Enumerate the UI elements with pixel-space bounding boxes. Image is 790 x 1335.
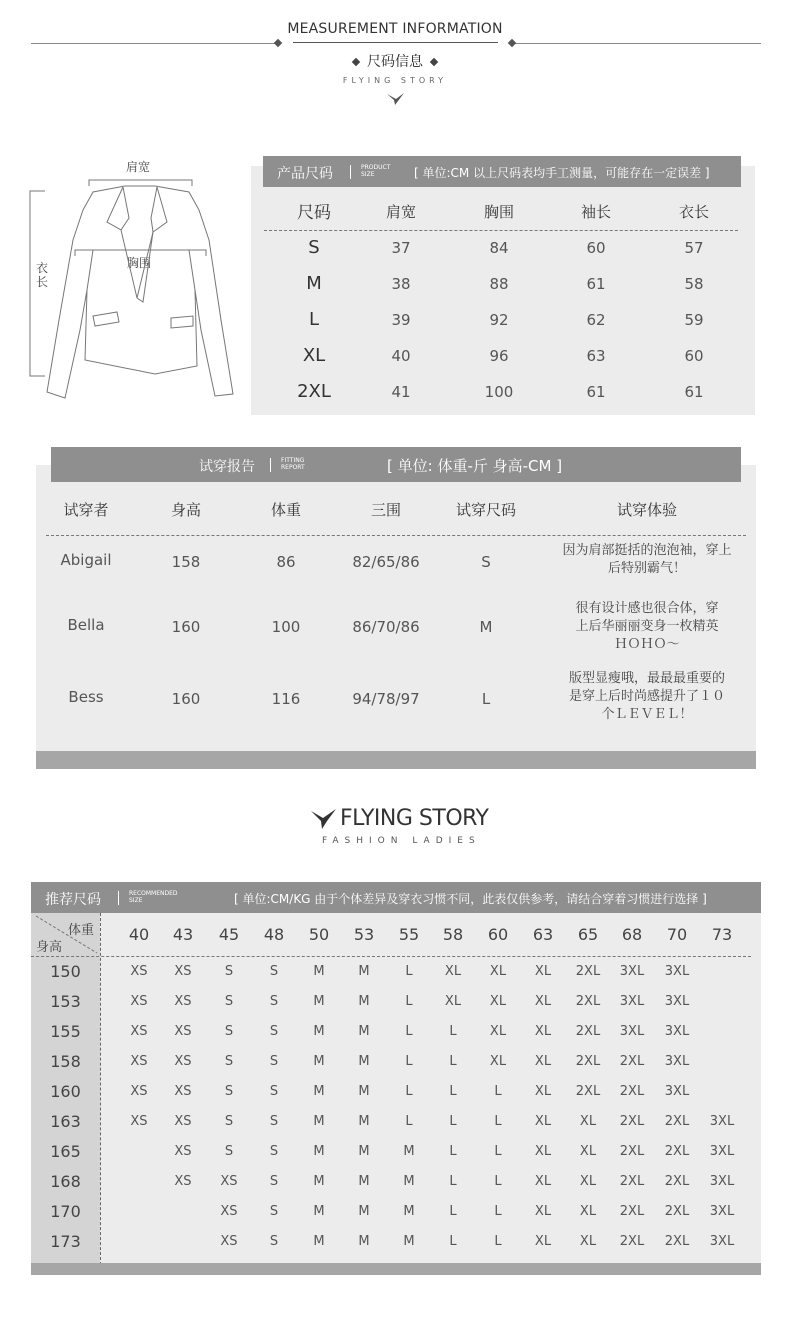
length-label-top: 衣 xyxy=(36,261,49,275)
recommended-size-cell: S xyxy=(269,1234,279,1249)
recommended-size-cell: M xyxy=(313,1234,325,1249)
recommended-size-cell: XS xyxy=(220,1174,238,1189)
size-cell: 61 xyxy=(586,383,606,401)
recommended-size-cell: XL xyxy=(579,1114,597,1129)
height-row-label: 165 xyxy=(50,1142,81,1161)
experience-line: 很有设计感也很合体，穿 xyxy=(575,601,719,616)
height-row-label: 155 xyxy=(50,1022,81,1041)
recommended-size-cell: XL xyxy=(444,964,462,979)
size-cell: 61 xyxy=(684,383,704,401)
fitting-report-note: [ 单位: 体重-斤 身高-CM ] xyxy=(387,457,563,475)
fitting-footer-bar xyxy=(36,751,756,769)
recommended-size-cell: S xyxy=(224,1144,234,1159)
recommended-header-bar xyxy=(31,882,761,913)
recommended-size-cell: L xyxy=(494,1174,502,1189)
product-size-title: 产品尺码 xyxy=(277,166,333,182)
fitting-experience xyxy=(547,600,747,654)
recommended-size-cell: S xyxy=(224,1054,234,1069)
size-column-header: 肩宽 xyxy=(385,203,416,221)
recommended-size-cell: L xyxy=(405,1084,413,1099)
weight-column-header: 73 xyxy=(711,925,733,944)
recommended-size-cell: XS xyxy=(130,1054,148,1069)
recommended-size-cell: XL xyxy=(579,1234,597,1249)
bird-logo-icon xyxy=(310,808,338,830)
bar-separator xyxy=(270,458,271,472)
recommended-size-cell: XL xyxy=(534,1054,552,1069)
recommended-size-cell: XL xyxy=(579,1174,597,1189)
size-cell: 37 xyxy=(391,239,411,257)
height-row-label: 160 xyxy=(50,1082,81,1101)
recommended-size-cell: 2XL xyxy=(575,994,601,1009)
recommended-size-cell: S xyxy=(269,994,279,1009)
recommended-size-cell: S xyxy=(269,1204,279,1219)
recommended-size-cell: L xyxy=(449,1204,457,1219)
recommended-note: [ 单位:CM/KG 由于个体差异及穿衣习惯不同，此表仅供参考，请结合穿着习惯进行选择 ] xyxy=(234,892,707,906)
recommended-size-cell: 2XL xyxy=(664,1234,690,1249)
corner-height-label: 身高 xyxy=(36,940,63,955)
tiny-line-1: FITTING xyxy=(281,457,305,464)
size-cell: 57 xyxy=(684,239,704,257)
recommended-size-cell: XS xyxy=(174,1054,192,1069)
recommended-size-cell: M xyxy=(358,1204,370,1219)
recommended-size-cell: 3XL xyxy=(664,964,690,979)
recommended-size-cell: 3XL xyxy=(664,1054,690,1069)
title-underline xyxy=(293,42,498,43)
tiny-line-1: PRODUCT xyxy=(361,164,391,171)
recommended-size-cell: XS xyxy=(174,1084,192,1099)
fitting-experience xyxy=(547,542,747,578)
fitting-report-header-bar xyxy=(51,447,741,482)
size-row-label: L xyxy=(308,309,320,330)
recommended-size-cell: XS xyxy=(130,1114,148,1129)
recommended-size-cell: M xyxy=(358,1054,370,1069)
recommended-size-cell: XL xyxy=(534,1234,552,1249)
recommended-size-cell: XS xyxy=(130,1024,148,1039)
recommended-size-cell: L xyxy=(449,1024,457,1039)
diamond-icon xyxy=(352,58,360,66)
recommended-size-cell: L xyxy=(494,1234,502,1249)
recommended-footer-bar xyxy=(31,1263,761,1275)
height-row-label: 170 xyxy=(50,1202,81,1221)
weight-column-header: 60 xyxy=(487,925,509,944)
recommended-size-cell: L xyxy=(405,1054,413,1069)
fitting-report-tiny-label xyxy=(281,457,305,471)
recommended-tiny-label xyxy=(129,890,178,904)
product-size-header-bar xyxy=(263,156,741,187)
weight-column-header: 48 xyxy=(263,925,285,944)
fitting-cell-weight: 100 xyxy=(271,618,301,636)
recommended-size-cell: XL xyxy=(534,1204,552,1219)
recommended-size-cell: M xyxy=(403,1204,415,1219)
recommended-size-cell: 3XL xyxy=(664,1024,690,1039)
recommended-size-cell: XS xyxy=(174,1024,192,1039)
size-cell: 92 xyxy=(489,311,509,329)
recommended-size-cell: XS xyxy=(130,964,148,979)
recommended-size-cell: XS xyxy=(130,994,148,1009)
recommended-size-cell: 3XL xyxy=(709,1144,735,1159)
recommended-size-cell: L xyxy=(494,1144,502,1159)
recommended-size-cell: XL xyxy=(489,1054,507,1069)
recommended-size-cell: M xyxy=(358,1084,370,1099)
length-label-bottom: 长 xyxy=(36,275,49,289)
fitting-cell-name: Bella xyxy=(67,616,105,634)
recommended-size-cell: M xyxy=(313,1174,325,1189)
recommended-size-cell: L xyxy=(494,1204,502,1219)
recommended-size-cell: 2XL xyxy=(619,1204,645,1219)
recommended-size-cell: XL xyxy=(534,1174,552,1189)
fitting-cell-weight: 86 xyxy=(276,553,296,571)
fitting-column-header: 试穿体验 xyxy=(616,501,677,519)
weight-column-header: 58 xyxy=(442,925,464,944)
experience-line: 后特别霸气！ xyxy=(607,561,686,576)
brand-name: FLYING STORY xyxy=(340,806,489,831)
size-column-header: 胸围 xyxy=(483,203,514,221)
recommended-size-cell: M xyxy=(358,964,370,979)
height-row-label: 150 xyxy=(50,962,81,981)
recommended-size-cell: S xyxy=(269,1114,279,1129)
recommended-size-cell: M xyxy=(358,1024,370,1039)
recommended-size-cell: 2XL xyxy=(575,1024,601,1039)
recommended-size-cell: 2XL xyxy=(619,1144,645,1159)
recommended-size-cell: M xyxy=(313,1114,325,1129)
recommended-size-cell: 2XL xyxy=(575,1054,601,1069)
recommended-size-cell: L xyxy=(449,1054,457,1069)
recommended-size-cell: M xyxy=(358,994,370,1009)
recommended-size-cell: S xyxy=(269,964,279,979)
weight-column-header: 55 xyxy=(398,925,420,944)
size-row-label: XL xyxy=(302,345,326,366)
experience-line: 是穿上后时尚感提升了１０ xyxy=(568,689,725,704)
tiny-line-2: SIZE xyxy=(129,897,143,904)
recommended-size-cell: S xyxy=(224,1084,234,1099)
recommended-size-cell: XL xyxy=(579,1144,597,1159)
header-rule-right xyxy=(515,43,761,44)
recommended-size-cell: XS xyxy=(130,1084,148,1099)
corner-weight-label: 体重 xyxy=(68,923,95,938)
size-cell: 40 xyxy=(391,347,411,365)
recommended-size-cell: 2XL xyxy=(619,1234,645,1249)
fitting-report-title: 试穿报告 xyxy=(199,459,255,475)
size-row-label: 2XL xyxy=(297,381,331,402)
height-row-label: 153 xyxy=(50,992,81,1011)
recommended-size-cell: 2XL xyxy=(619,1054,645,1069)
recommended-size-cell: M xyxy=(358,1174,370,1189)
height-column-divider xyxy=(100,913,101,1275)
recommended-size-cell: XL xyxy=(579,1204,597,1219)
bar-separator xyxy=(350,165,351,179)
size-cell: 41 xyxy=(391,383,411,401)
recommended-size-cell: XL xyxy=(534,1084,552,1099)
recommended-size-cell: XL xyxy=(489,964,507,979)
product-size-tiny-label xyxy=(361,164,390,178)
recommended-size-cell: L xyxy=(449,1174,457,1189)
recommended-size-cell: XL xyxy=(489,1024,507,1039)
recommended-size-cell: L xyxy=(449,1114,457,1129)
recommended-size-cell: S xyxy=(224,964,234,979)
weight-column-header: 53 xyxy=(353,925,375,944)
recommended-size-cell: XS xyxy=(220,1234,238,1249)
recommended-title: 推荐尺码 xyxy=(45,892,101,908)
size-column-header: 袖长 xyxy=(580,203,611,221)
recommended-size-cell: S xyxy=(269,1174,279,1189)
fitting-cell-measurements: 82/65/86 xyxy=(352,553,420,571)
recommended-size-cell: L xyxy=(449,1084,457,1099)
weight-column-header: 70 xyxy=(666,925,688,944)
size-column-header: 尺码 xyxy=(297,203,331,223)
recommended-size-cell: L xyxy=(405,994,413,1009)
tiny-line-2: SIZE xyxy=(361,171,375,178)
recommended-size-cell: XS xyxy=(174,964,192,979)
recommended-size-cell: XL xyxy=(444,994,462,1009)
recommended-size-cell: M xyxy=(403,1174,415,1189)
recommended-size-cell: 3XL xyxy=(709,1114,735,1129)
recommended-size-cell: L xyxy=(449,1234,457,1249)
weight-column-header: 63 xyxy=(532,925,554,944)
experience-line: ＨＯＨＯ～ xyxy=(614,637,680,652)
size-cell: 62 xyxy=(586,311,606,329)
fitting-experience xyxy=(547,670,747,724)
header-rule-left xyxy=(31,43,275,44)
recommended-size-cell: L xyxy=(405,1114,413,1129)
recommended-size-cell: S xyxy=(224,1024,234,1039)
recommended-size-cell: L xyxy=(494,1114,502,1129)
recommended-size-cell: XL xyxy=(534,1144,552,1159)
weight-column-header: 68 xyxy=(621,925,643,944)
height-row-label: 158 xyxy=(50,1052,81,1071)
weight-column-header: 50 xyxy=(308,925,330,944)
diamond-icon xyxy=(430,58,438,66)
fitting-cell-name: Bess xyxy=(68,688,104,706)
recommended-size-cell: M xyxy=(313,1144,325,1159)
fitting-cell-name: Abigail xyxy=(60,551,112,569)
experience-line: 上后华丽丽变身一枚精英 xyxy=(575,619,719,634)
recommended-size-cell: XL xyxy=(534,994,552,1009)
tiny-line-1: RECOMMENDED xyxy=(129,890,178,897)
size-cell: 100 xyxy=(484,383,514,401)
fitting-cell-size: M xyxy=(479,618,493,636)
fitting-header-divider xyxy=(46,535,746,536)
size-cell: 58 xyxy=(684,275,704,293)
weight-column-header: 45 xyxy=(218,925,240,944)
size-row-label: S xyxy=(308,237,320,258)
fitting-cell-measurements: 94/78/97 xyxy=(352,690,420,708)
size-cell: 39 xyxy=(391,311,411,329)
recommended-size-cell: M xyxy=(313,1024,325,1039)
measurement-title: MEASUREMENT INFORMATION xyxy=(287,21,503,37)
recommended-size-cell: XS xyxy=(174,994,192,1009)
weight-column-header: 65 xyxy=(577,925,599,944)
recommended-size-cell: 2XL xyxy=(619,1084,645,1099)
recommended-size-cell: XL xyxy=(534,964,552,979)
shoulder-label: 肩宽 xyxy=(126,160,151,174)
recommended-size-cell: M xyxy=(358,1234,370,1249)
recommended-size-cell: S xyxy=(269,1144,279,1159)
recommended-size-cell: XS xyxy=(174,1174,192,1189)
size-cell: 63 xyxy=(586,347,606,365)
recommended-size-cell: S xyxy=(224,994,234,1009)
recommended-size-cell: 3XL xyxy=(619,994,645,1009)
fitting-column-header: 三围 xyxy=(370,501,401,519)
size-column-header: 衣长 xyxy=(678,203,709,221)
recommended-size-cell: 3XL xyxy=(709,1204,735,1219)
recommended-size-cell: M xyxy=(403,1234,415,1249)
recommended-size-cell: L xyxy=(494,1084,502,1099)
experience-line: 版型显瘦哦，最最最重要的 xyxy=(568,671,725,686)
recommended-size-cell: 3XL xyxy=(709,1234,735,1249)
size-cell: 60 xyxy=(684,347,704,365)
recommended-size-cell: 2XL xyxy=(619,1174,645,1189)
fitting-cell-weight: 116 xyxy=(271,690,301,708)
size-cell: 96 xyxy=(489,347,509,365)
recommended-size-cell: 2XL xyxy=(619,1114,645,1129)
size-cell: 84 xyxy=(489,239,509,257)
experience-line: 因为肩部挺括的泡泡袖，穿上 xyxy=(562,543,732,558)
recommended-size-cell: 2XL xyxy=(664,1144,690,1159)
header-divider xyxy=(264,230,738,231)
bar-separator xyxy=(118,891,119,905)
diamond-icon xyxy=(508,39,516,47)
recommended-size-cell: M xyxy=(313,1084,325,1099)
height-row-label: 168 xyxy=(50,1172,81,1191)
fitting-cell-height: 160 xyxy=(171,618,201,636)
recommended-size-cell: M xyxy=(358,1114,370,1129)
recommended-size-cell: XL xyxy=(534,1114,552,1129)
brand-tagline: FASHION LADIES xyxy=(322,836,481,846)
recommended-size-cell: M xyxy=(358,1144,370,1159)
recommended-size-cell: M xyxy=(403,1144,415,1159)
size-info-subtitle xyxy=(0,51,790,71)
recommended-size-cell: XL xyxy=(534,1024,552,1039)
size-row-label: M xyxy=(306,273,322,294)
recommended-size-cell: XS xyxy=(174,1114,192,1129)
fitting-column-header: 试穿尺码 xyxy=(455,501,516,519)
recommended-size-cell: 3XL xyxy=(619,1024,645,1039)
experience-line: 个ＬＥＶＥＬ！ xyxy=(601,707,693,722)
size-cell: 38 xyxy=(391,275,411,293)
recommended-size-cell: XS xyxy=(174,1144,192,1159)
jacket-diagram xyxy=(25,170,245,402)
tiny-line-2: REPORT xyxy=(281,464,305,471)
chest-label: 胸围 xyxy=(127,256,152,270)
recommended-size-cell: 2XL xyxy=(575,964,601,979)
recommended-size-cell: 3XL xyxy=(664,994,690,1009)
recommended-size-cell: 2XL xyxy=(664,1204,690,1219)
recommended-size-cell: S xyxy=(224,1114,234,1129)
fitting-cell-height: 158 xyxy=(171,553,201,571)
recommended-size-cell: XL xyxy=(489,994,507,1009)
weight-column-header: 43 xyxy=(172,925,194,944)
fitting-column-header: 身高 xyxy=(170,501,201,519)
size-cell: 88 xyxy=(489,275,509,293)
recommended-size-cell: S xyxy=(269,1024,279,1039)
recommended-size-cell: XS xyxy=(220,1204,238,1219)
recommended-size-cell: 3XL xyxy=(619,964,645,979)
recommended-size-cell: M xyxy=(313,1204,325,1219)
recommended-size-cell: L xyxy=(405,964,413,979)
fitting-column-header: 体重 xyxy=(270,501,301,519)
fitting-cell-size: S xyxy=(481,553,491,571)
bird-icon xyxy=(386,92,406,106)
subtitle-text: 尺码信息 xyxy=(367,54,423,70)
brand-small-text: FLYING STORY xyxy=(342,76,448,85)
fitting-cell-size: L xyxy=(481,690,491,708)
recommended-size-cell: 2XL xyxy=(664,1114,690,1129)
recommended-header-divider xyxy=(31,956,751,957)
recommended-size-cell: M xyxy=(313,1054,325,1069)
product-size-note: [ 单位:CM 以上尺码表均手工测量，可能存在一定误差 ] xyxy=(414,166,710,180)
weight-column-header: 40 xyxy=(128,925,150,944)
recommended-size-cell: 2XL xyxy=(664,1174,690,1189)
recommended-size-cell: 2XL xyxy=(575,1084,601,1099)
recommended-size-cell: L xyxy=(405,1024,413,1039)
size-cell: 60 xyxy=(586,239,606,257)
recommended-size-cell: 3XL xyxy=(664,1084,690,1099)
size-cell: 59 xyxy=(684,311,704,329)
fitting-column-header: 试穿者 xyxy=(63,501,109,519)
recommended-size-cell: L xyxy=(449,1144,457,1159)
recommended-size-cell: M xyxy=(313,964,325,979)
size-cell: 61 xyxy=(586,275,606,293)
fitting-cell-height: 160 xyxy=(171,690,201,708)
diamond-icon xyxy=(274,39,282,47)
recommended-size-cell: S xyxy=(269,1084,279,1099)
recommended-size-cell: S xyxy=(269,1054,279,1069)
recommended-size-cell: 3XL xyxy=(709,1174,735,1189)
recommended-size-cell: M xyxy=(313,994,325,1009)
fitting-cell-measurements: 86/70/86 xyxy=(352,618,420,636)
height-row-label: 173 xyxy=(50,1232,81,1251)
height-row-label: 163 xyxy=(50,1112,81,1131)
